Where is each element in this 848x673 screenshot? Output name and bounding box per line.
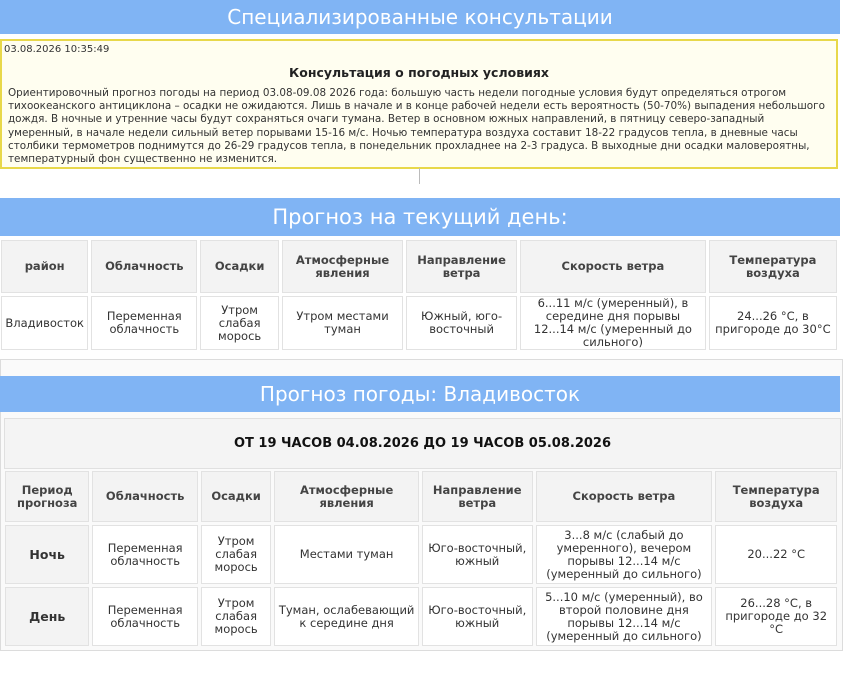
consultation-text: Ориентировочный прогноз погоды на период 03.08-09.08 2026 года: большую часть недели погодные условия будут определяться отрогом тихоокеанского антициклона – осадки не ожидаются. Лишь в начале и в конце рабочей недели есть вероятность (50-70%) выпадения небольшого дождя. В ночные и утренние часы будут сохраняться очаги тумана. Ветер в основном южных направлений, в пятницу северо-западный умеренный, в начале недели сильный ветер порывами 15-16 м/с. Ночью температура воздуха составит 18-22 градусов тепла, в дневные часы столбики термометров поднимутся до 26-29 градусов тепла, в понедельник прохладнее на 2-3 градуса. В выходные дни осадки маловероятны, температурный фон существенно не изменится.	[8, 87, 825, 166]
header-phenomena: Атмосферные явления	[282, 240, 403, 293]
header-precipitation: Осадки	[200, 240, 279, 293]
cell-wind-direction: Юго-восточный, южный	[422, 525, 533, 584]
table-row	[5, 587, 837, 646]
header-wind-direction: Направление ветра	[406, 240, 517, 293]
cell-temperature: 26...28 °С, в пригороде до 32 °С	[715, 587, 837, 646]
cell-cloudiness: Переменная облачность	[92, 587, 198, 646]
cell-wind-speed: 6...11 м/с (умеренный), в середине дня порывы 12...14 м/с (умеренный до сильного)	[520, 296, 706, 350]
cell-period: Ночь	[5, 525, 89, 584]
consultation-timestamp: 03.08.2026 10:35:49	[4, 44, 110, 55]
cell-wind-direction: Южный, юго-восточный	[406, 296, 517, 350]
cell-phenomena: Местами туман	[274, 525, 419, 584]
forecast-period: ОТ 19 ЧАСОВ 04.08.2026 ДО 19 ЧАСОВ 05.08.2026	[4, 418, 841, 469]
table-header-row	[5, 471, 837, 522]
city-forecast-table	[2, 468, 840, 649]
cell-precipitation: Утром слабая морось	[201, 525, 271, 584]
header-phenomena: Атмосферные явления	[274, 471, 419, 522]
today-forecast-title: Прогноз на текущий день:	[0, 198, 840, 236]
cell-precipitation: Утром слабая морось	[201, 587, 271, 646]
header-temperature: Температура воздуха	[715, 471, 837, 522]
cell-district: Владивосток	[1, 296, 88, 350]
cell-temperature: 20...22 °С	[715, 525, 837, 584]
cell-cloudiness: Переменная облачность	[91, 296, 197, 350]
page-title: Специализированные консультации	[0, 0, 840, 34]
header-wind-direction: Направление ветра	[422, 471, 533, 522]
header-district: район	[1, 240, 88, 293]
header-precipitation: Осадки	[201, 471, 271, 522]
header-temperature: Температура воздуха	[709, 240, 837, 293]
today-forecast-table	[0, 237, 840, 353]
cell-wind-speed: 5...10 м/с (умеренный), во второй половине дня порывы 12...14 м/с (умеренный до сильного)	[536, 587, 713, 646]
header-wind-speed: Скорость ветра	[536, 471, 713, 522]
cell-phenomena: Туман, ослабевающий к середине дня	[274, 587, 419, 646]
table-row	[1, 296, 837, 350]
cell-precipitation: Утром слабая морось	[200, 296, 279, 350]
cell-wind-direction: Юго-восточный, южный	[422, 587, 533, 646]
city-forecast-title: Прогноз погоды: Владивосток	[0, 376, 840, 412]
header-cloudiness: Облачность	[91, 240, 197, 293]
header-wind-speed: Скорость ветра	[520, 240, 706, 293]
cell-phenomena: Утром местами туман	[282, 296, 403, 350]
consultation-box	[0, 39, 838, 169]
table-header-row	[1, 240, 837, 293]
consultation-title: Консультация о погодных условиях	[289, 65, 549, 80]
header-cloudiness: Облачность	[92, 471, 198, 522]
cell-wind-speed: 3...8 м/с (слабый до умеренного), вечером порывы 12...14 м/с (умеренный до сильного)	[536, 525, 713, 584]
header-period: Период прогноза	[5, 471, 89, 522]
divider	[419, 168, 420, 184]
table-row	[5, 525, 837, 584]
cell-temperature: 24...26 °С, в пригороде до 30°С	[709, 296, 837, 350]
cell-period: День	[5, 587, 89, 646]
cell-cloudiness: Переменная облачность	[92, 525, 198, 584]
